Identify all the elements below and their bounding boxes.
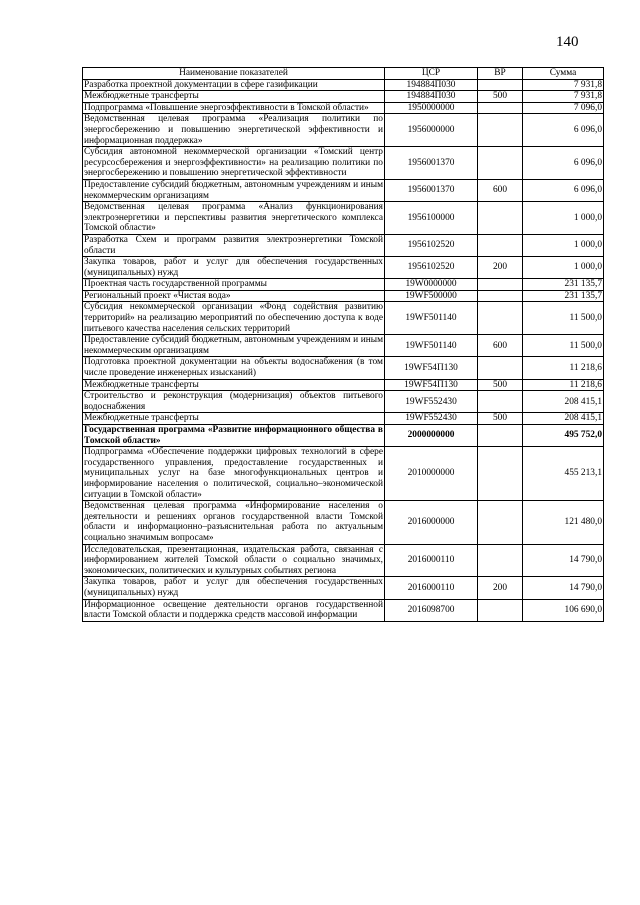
table-row: [83, 599, 604, 621]
header-sum: Сумма: [523, 68, 604, 80]
row-sum: 495 752,0: [523, 425, 604, 447]
row-name: Предоставление субсидий бюджетным, автономным учреждениям и иным некоммерческим организациям: [84, 335, 383, 356]
table-row: [83, 357, 604, 379]
table-row: [83, 91, 604, 103]
row-vr: 600: [478, 179, 523, 201]
row-sum: 6 096,0: [523, 114, 604, 147]
row-csr: 2016098700: [385, 599, 478, 621]
row-csr: 1956001370: [385, 179, 478, 201]
row-vr: 200: [478, 257, 523, 279]
row-sum: 7 931,8: [523, 91, 604, 103]
row-vr: [478, 544, 523, 577]
row-vr: [478, 279, 523, 291]
row-name: Проектная часть государственной программы: [83, 279, 385, 291]
row-sum: 11 218,6: [523, 357, 604, 379]
row-csr: 19WF501140: [385, 335, 478, 357]
row-sum: 1 000,0: [523, 202, 604, 235]
row-sum: 11 500,0: [523, 335, 604, 357]
row-csr: 1956100000: [385, 202, 478, 235]
row-csr: 2016000110: [385, 544, 478, 577]
row-sum: 455 213,1: [523, 447, 604, 501]
row-vr: 500: [478, 413, 523, 425]
row-name: Ведомственная целевая программа «Анализ функционирования электроэнергетики и перспективы развития энергетического комплекса Томской области»: [84, 202, 383, 234]
table-row: [83, 147, 604, 180]
table-header-row: [83, 68, 604, 80]
row-sum: 7 096,0: [523, 102, 604, 114]
row-csr: 2000000000: [385, 425, 478, 447]
table-row: [83, 234, 604, 256]
table-row: [83, 379, 604, 391]
row-name: Закупка товаров, работ и услуг для обеспечения государственных (муниципальных) нужд: [84, 257, 383, 278]
row-sum: 6 096,0: [523, 147, 604, 180]
table-row: [83, 290, 604, 302]
row-name: Региональный проект «Чистая вода»: [83, 290, 385, 302]
table-row: [83, 544, 604, 577]
page-number: 140: [556, 34, 579, 50]
row-sum: 7 931,8: [523, 79, 604, 91]
row-sum: 14 790,0: [523, 577, 604, 599]
row-csr: 1956102520: [385, 234, 478, 256]
row-sum: 121 480,0: [523, 501, 604, 544]
row-name: Субсидия автономной некоммерческой организации «Томский центр ресурсосбережения и энергоэффективности» на реализацию политики по энергосбережению и повышению энергетической эффективности: [84, 147, 383, 179]
table-row: [83, 279, 604, 291]
table-row: [83, 257, 604, 279]
row-name: Строительство и реконструкция (модернизация) объектов питьевого водоснабжения: [84, 391, 383, 412]
row-vr: [478, 290, 523, 302]
row-sum: 208 415,1: [523, 413, 604, 425]
table-row: [83, 302, 604, 335]
table-row: [83, 335, 604, 357]
row-vr: [478, 391, 523, 413]
row-csr: 19WF54П130: [385, 357, 478, 379]
row-csr: 194884П030: [385, 91, 478, 103]
table-row: [83, 79, 604, 91]
row-vr: [478, 202, 523, 235]
row-sum: 14 790,0: [523, 544, 604, 577]
row-csr: 19WF501140: [385, 302, 478, 335]
row-csr: 19WF552430: [385, 413, 478, 425]
row-name: Государственная программа «Развитие информационного общества в Томской области»: [84, 425, 383, 446]
row-name: Подпрограмма «Обеспечение поддержки цифровых технологий в сфере государственного управления, предоставление государственных и муниципальных услуг на базе многофункциональных центров и информирование населения о политической, социально–экономической ситуации в Томской области»: [84, 447, 383, 500]
row-sum: 6 096,0: [523, 179, 604, 201]
row-name: Подготовка проектной документации на объекты водоснабжения (в том числе проведение инженерных изысканий): [84, 357, 383, 379]
row-name: Межбюджетные трансферты: [83, 91, 385, 103]
row-csr: 2016000110: [385, 577, 478, 599]
row-csr: 19W0000000: [385, 279, 478, 291]
row-sum: 11 218,6: [523, 379, 604, 391]
row-vr: 500: [478, 379, 523, 391]
row-vr: [478, 599, 523, 621]
row-vr: [478, 234, 523, 256]
row-name: Субсидия некоммерческой организации «Фонд содействия развитию территорий» на реализацию мероприятий по обеспечению доступа к воде питьевого качества населения сельских территорий: [84, 302, 383, 334]
table-row: [83, 202, 604, 235]
row-csr: 19WF500000: [385, 290, 478, 302]
row-sum: 11 500,0: [523, 302, 604, 335]
row-vr: [478, 501, 523, 544]
table-row: [83, 425, 604, 447]
row-name: Исследовательская, презентационная, издательская работа, связанная с информированием жителей Томской области о социально значимых, экономических, политических и культурных событиях региона: [84, 544, 383, 576]
table-row: [83, 413, 604, 425]
row-name: Ведомственная целевая программа «Реализация политики по энергосбережению и повышению энергетической эффективности и информационная поддержка»: [84, 114, 383, 146]
row-name: Закупка товаров, работ и услуг для обеспечения государственных (муниципальных) нужд: [84, 577, 383, 598]
row-csr: 2010000000: [385, 447, 478, 501]
row-csr: 2016000000: [385, 501, 478, 544]
row-sum: 231 135,7: [523, 279, 604, 291]
row-vr: [478, 302, 523, 335]
table-row: [83, 102, 604, 114]
row-csr: 1950000000: [385, 102, 478, 114]
table-body: [83, 79, 604, 621]
header-vr: ВР: [478, 68, 523, 80]
table-row: [83, 179, 604, 201]
row-vr: [478, 447, 523, 501]
row-vr: [478, 425, 523, 447]
row-name: Разработка проектной документации в сфере газификации: [83, 79, 385, 91]
row-sum: 208 415,1: [523, 391, 604, 413]
row-vr: [478, 102, 523, 114]
row-vr: 500: [478, 91, 523, 103]
row-vr: 200: [478, 577, 523, 599]
header-name: Наименование показателей: [83, 68, 385, 80]
row-csr: 1956000000: [385, 114, 478, 147]
row-name: Разработка Схем и программ развития электроэнергетики Томской области: [84, 234, 383, 256]
row-sum: 106 690,0: [523, 599, 604, 621]
table-row: [83, 447, 604, 501]
row-name: Подпрограмма «Повышение энергоэффективности в Томской области»: [83, 102, 385, 114]
row-sum: 231 135,7: [523, 290, 604, 302]
row-vr: [478, 357, 523, 379]
table-row: [83, 391, 604, 413]
row-csr: 19WF54П130: [385, 379, 478, 391]
row-vr: [478, 114, 523, 147]
row-name: Межбюджетные трансферты: [83, 379, 385, 391]
row-name: Ведомственная целевая программа «Информирование населения о деятельности и решениях органов государственной власти Томской области и информационно–разъяснительная работа по актуальным социально значимым вопросам»: [84, 501, 383, 543]
row-vr: [478, 79, 523, 91]
row-csr: 1956102520: [385, 257, 478, 279]
row-vr: [478, 147, 523, 180]
row-csr: 19WF552430: [385, 391, 478, 413]
row-name: Информационное освещение деятельности органов государственной власти Томской области и поддержка средств массовой информации: [84, 599, 383, 621]
row-name: Межбюджетные трансферты: [83, 413, 385, 425]
row-csr: 194884П030: [385, 79, 478, 91]
table-row: [83, 577, 604, 599]
row-vr: 600: [478, 335, 523, 357]
header-csr: ЦСР: [385, 68, 478, 80]
table-row: [83, 501, 604, 544]
row-csr: 1956001370: [385, 147, 478, 180]
row-name: Предоставление субсидий бюджетным, автономным учреждениям и иным некоммерческим организациям: [84, 179, 383, 201]
row-sum: 1 000,0: [523, 257, 604, 279]
budget-table: [82, 67, 604, 622]
row-sum: 1 000,0: [523, 234, 604, 256]
table-row: [83, 114, 604, 147]
